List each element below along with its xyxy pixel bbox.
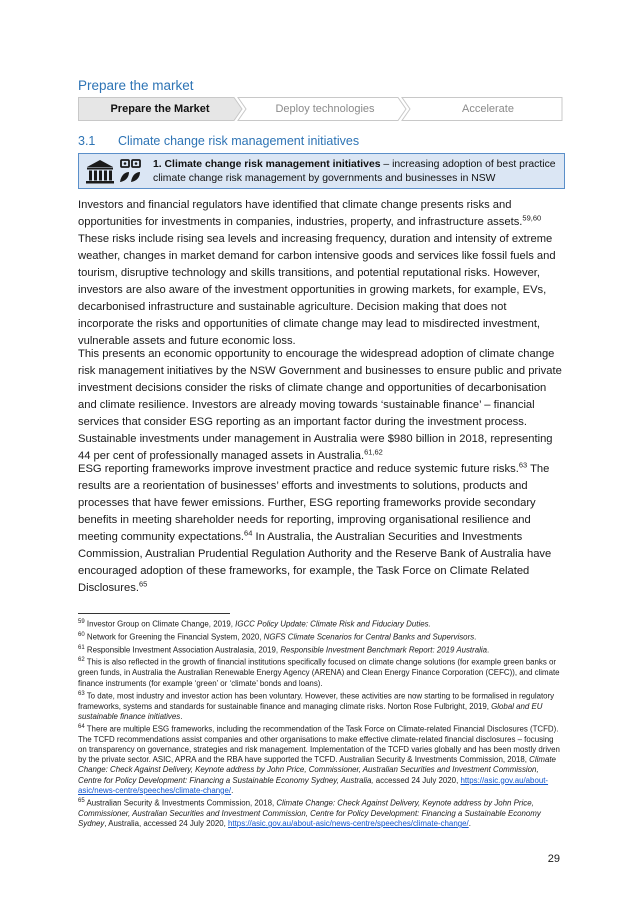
page-number: 29 bbox=[547, 853, 560, 865]
footnote-number: 62 bbox=[78, 657, 85, 664]
paragraph-text: These risks include rising sea levels and increasing frequency, duration and intensity of extreme weather, changes in market demand for carbon intensive goods and services like fossil fuels and tourism, disruptive technology and skills transitions, and potential reputational risks. However, investors are also aware of the investment opportunities in growing markets, for example, EVs, decarbonised infrastructure and sustainable agriculture. Decision making that does not incorporate the risks and opportunities of climate change may lead to misdirected investment, vulnerable assets and future economic loss. bbox=[78, 233, 556, 347]
subsection-title: Climate change risk management initiatives bbox=[118, 134, 360, 148]
footnote-link[interactable]: https://asic.gov.au/about-asic/news-centre/speeches/climate-change/ bbox=[228, 819, 469, 829]
footnote-ref[interactable]: 63 bbox=[518, 460, 528, 470]
footnote-text: . bbox=[231, 785, 234, 795]
footnote-text: , Australia, accessed 24 July 2020, bbox=[104, 819, 229, 829]
footnote-text: . bbox=[180, 711, 183, 721]
footnote-text: Australian Security & Investments Commission, 2018, bbox=[84, 798, 277, 808]
paragraph-text: The results are a reorientation of businesses’ efforts and investments to solutions, products and processes that have fewer emissions. Further, ESG reporting frameworks provide secondary benefits in meeting shareholder needs for reporting, improving organisational resilience and meeting community expectations. bbox=[78, 463, 550, 543]
paragraph-text: ESG reporting frameworks improve investment practice and reduce systemic future risks. bbox=[78, 463, 519, 475]
footnote-title: Responsible Investment Benchmark Report: 2019 Australia bbox=[280, 645, 488, 655]
step-prepare-the-market: Prepare the Market bbox=[110, 103, 210, 115]
paragraph-3 bbox=[78, 461, 564, 597]
footnote-text: . bbox=[487, 645, 490, 655]
callout-icons bbox=[79, 154, 149, 188]
paragraph-text: Investors and financial regulators have identified that climate change presents risks and opportunities for investments in companies, industries, property, and infrastructure assets. bbox=[78, 199, 523, 228]
footnote-separator bbox=[78, 613, 230, 614]
footnote-60 bbox=[78, 630, 562, 643]
footnote-63 bbox=[78, 689, 562, 722]
footnote-text: Responsible Investment Association Australasia, 2019, bbox=[84, 645, 281, 655]
footnote-title: IGCC Policy Update: Climate Risk and Fiduciary Duties. bbox=[235, 619, 431, 629]
footnote-number: 61 bbox=[78, 644, 85, 651]
footnote-text: Investor Group on Climate Change, 2019, bbox=[84, 619, 236, 629]
footnote-text: . bbox=[474, 632, 477, 642]
step-accelerate: Accelerate bbox=[462, 103, 514, 115]
section-title: Prepare the market bbox=[78, 78, 194, 93]
footnote-number: 65 bbox=[78, 798, 85, 804]
footnote-text: . bbox=[468, 819, 471, 829]
initiative-callout bbox=[78, 153, 565, 189]
footnote-title: NGFS Climate Scenarios for Central Banks and Supervisors bbox=[263, 632, 475, 642]
footnote-text: This is also reflected in the growth of financial institutions specifically focused on climate change solutions (for example green banks or green funds, in Australia the Australian Renewable Energy Agency (ARENA) and Clean Energy Finance Corporation (CEFC)), and climate finance instruments (for example ‘green’ or ‘climate’ bonds and loans). bbox=[78, 658, 560, 688]
progress-steps bbox=[78, 97, 563, 121]
footnote-ref[interactable]: 61,62 bbox=[364, 447, 383, 457]
footnote-61 bbox=[78, 643, 562, 656]
footnote-number: 63 bbox=[78, 690, 85, 697]
footnote-64 bbox=[78, 722, 562, 796]
bank-icon bbox=[86, 160, 114, 184]
footnote-59 bbox=[78, 617, 562, 630]
subsection-number: 3.1 bbox=[78, 134, 96, 148]
paragraph-text: This presents an economic opportunity to encourage the widespread adoption of climate change risk management initiatives by the NSW Government and businesses to ensure public and private investment decisions consider the risks of climate change and opportunities of decarbonisation and climate resilience. Investors are already moving towards ‘sustainable finance’ – financial services that consider ESG reporting as an important factor during the investment process. Sustainable investments under management in Australia were $980 billion in 2018, representing 44 per cent of professionally managed assets in Australia. bbox=[78, 348, 562, 462]
footnotes bbox=[78, 617, 562, 829]
callout-rest: – increasing adoption of best practice climate change risk management by governments and businesses in NSW bbox=[153, 159, 556, 184]
footnote-number: 59 bbox=[78, 619, 85, 625]
subsection-heading bbox=[78, 134, 359, 148]
footnote-text: Network for Greening the Financial System, 2020, bbox=[84, 632, 264, 642]
footnote-link[interactable]: https://asic.gov.au/about-asic/news-centre/speeches/climate-change/ bbox=[78, 775, 549, 795]
leaf-icon bbox=[120, 172, 140, 182]
footnote-62 bbox=[78, 655, 562, 688]
money-icon bbox=[121, 160, 140, 167]
paragraph-text: In Australia, the Australian Securities and Investments Commission, Australian Prudential Regulation Authority and the Reserve Bank of Australia have encouraged adoption of these frameworks, for example, the Task Force on Climate Related Disclosures. bbox=[78, 531, 552, 594]
paragraph-1 bbox=[78, 197, 564, 350]
callout-lead: 1. Climate change risk management initiatives bbox=[153, 159, 381, 170]
footnote-text: To date, most industry and investor action has been voluntary. However, these activities are now starting to be formalised in regulatory frameworks, systems and standards for sustainable finance and managing climate risks. Norton Rose Fulbright, 2019, bbox=[78, 691, 555, 711]
footnote-title: Climate Change: Check Against Delivery, Keynote address by John Price, Commissioner, Australian Securities and Investment Commission, Centre for Policy Development: Financing a Sustainable Economy Sydney, Australia, bbox=[78, 755, 556, 785]
footnote-number: 60 bbox=[78, 631, 85, 638]
footnote-65 bbox=[78, 796, 562, 829]
footnote-ref[interactable]: 59,60 bbox=[522, 213, 542, 223]
step-deploy-technologies: Deploy technologies bbox=[275, 103, 375, 115]
footnote-number: 64 bbox=[78, 723, 85, 730]
footnote-ref[interactable]: 65 bbox=[138, 579, 148, 589]
footnote-text: accessed 24 July 2020, bbox=[373, 775, 461, 785]
footnote-ref[interactable]: 64 bbox=[244, 528, 253, 538]
footnote-text: There are multiple ESG frameworks, including the recommendation of the Task Force on Climate-related Financial Disclosures (TCFD). The TCFD recommendations assist companies and other organisations to make effective climate-related financial disclosures – focusing on transparency on governance, strategies and risk management. Implementation of the TCFD varies globally and has been mostly driven by the private sector. ASIC, APRA and the RBA have supported the TCFD. Australian Security & Investments Commission, 2018, bbox=[78, 724, 560, 765]
footnote-title: Climate Change: Check Against Delivery, Keynote address by John Price, Commissioner, Australian Securities and Investment Commission, Centre for Policy Development: Financing a Sustainable Economy Sydney bbox=[78, 798, 541, 829]
footnote-title: Global and EU sustainable finance initiatives bbox=[78, 701, 543, 721]
paragraph-2 bbox=[78, 346, 564, 465]
callout-text bbox=[153, 158, 558, 186]
